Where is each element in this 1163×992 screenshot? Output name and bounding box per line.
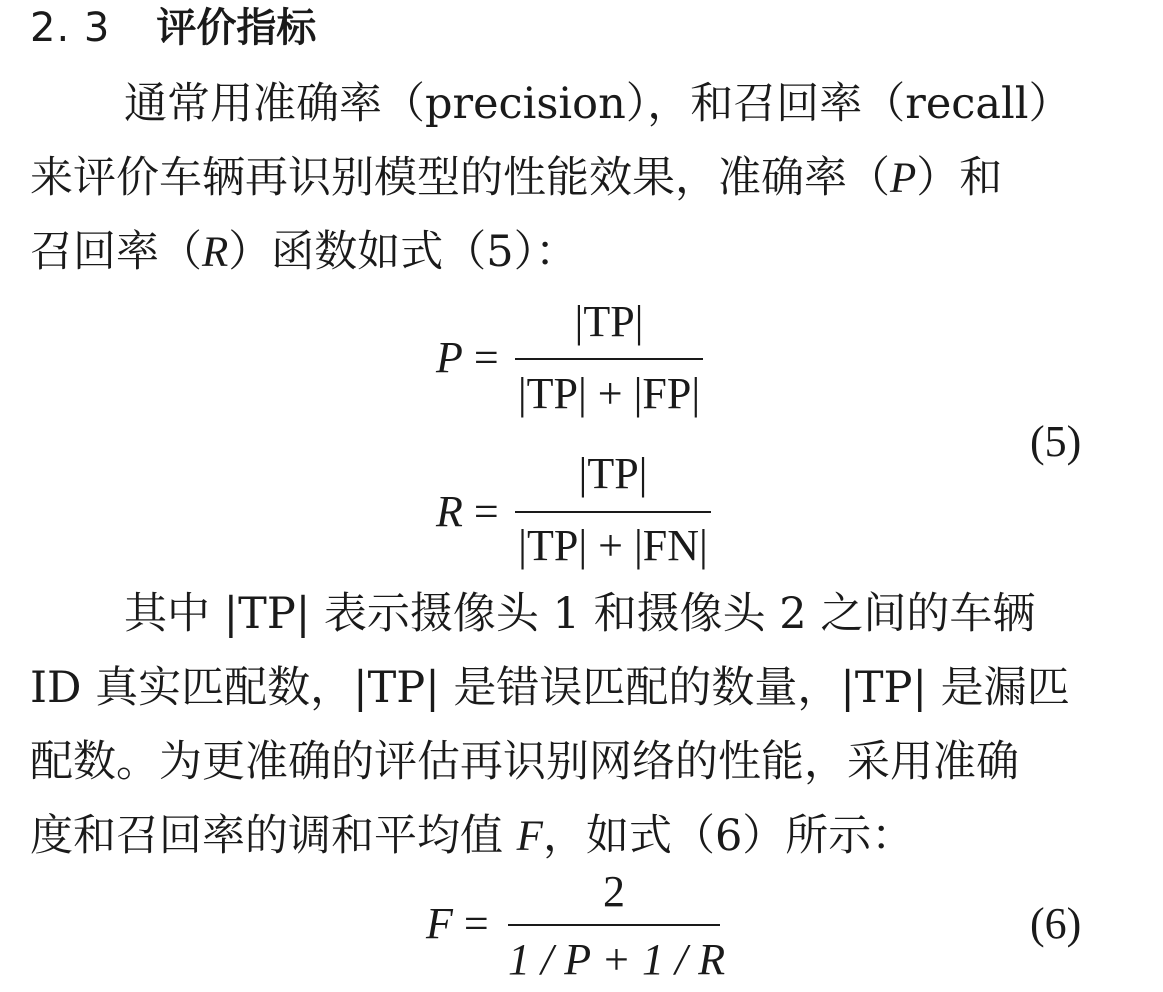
paragraph-2-line-1: 其中 |TP| 表示摄像头 1 和摄像头 2 之间的车辆 <box>124 589 1036 639</box>
lhs-equals: = <box>462 333 499 382</box>
paragraph-2-line-2: ID 真实匹配数，|TP| 是错误匹配的数量，|TP| 是漏匹 <box>30 663 1070 713</box>
equation-numerator: |TP| <box>578 449 648 498</box>
text-segment: 召回率（ <box>30 227 202 277</box>
lhs-variable: P <box>436 333 463 382</box>
paragraph-1-line-3 <box>30 222 578 283</box>
section-heading <box>30 4 316 52</box>
paragraph-1-line-2 <box>30 148 1002 209</box>
lhs-variable: R <box>436 487 463 536</box>
text-segment: ，如式（6）所示： <box>542 811 915 861</box>
equation-numerator: |TP| <box>574 297 644 346</box>
equation-lhs <box>436 332 499 383</box>
text-segment: ）和 <box>916 153 1003 203</box>
lhs-equals: = <box>452 899 489 948</box>
equation-denominator: |TP| + |FP| <box>517 369 701 418</box>
section-number: 2. 3 <box>30 5 111 51</box>
variable-f: F <box>516 813 543 860</box>
variable-p: P <box>890 155 917 202</box>
fraction-bar <box>515 511 711 513</box>
paragraph-2-line-4 <box>30 806 914 867</box>
equation-numerator: 2 <box>603 867 625 916</box>
text-segment: 来评价车辆再识别模型的性能效果，准确率（ <box>30 153 890 203</box>
fraction-bar <box>508 924 720 926</box>
equation-lhs <box>436 486 499 537</box>
variable-r: R <box>202 229 229 276</box>
paragraph-1-line-1: 通常用准确率（precision），和召回率（recall） <box>124 79 1072 129</box>
section-title: 评价指标 <box>156 5 317 51</box>
equation-lhs <box>426 898 489 949</box>
fraction-bar <box>515 358 703 360</box>
equation-denominator: 1 / P + 1 / R <box>508 935 726 984</box>
lhs-equals: = <box>462 487 499 536</box>
equation-denominator: |TP| + |FN| <box>518 521 708 570</box>
equation-number-6: (6) <box>1030 899 1082 948</box>
text-segment: ）函数如式（5）： <box>228 227 579 277</box>
lhs-variable: F <box>426 899 453 948</box>
paragraph-2-line-3: 配数。为更准确的评估再识别网络的性能，采用准确 <box>30 737 1019 787</box>
text-segment: 度和召回率的调和平均值 <box>30 811 517 861</box>
equation-number-5: (5) <box>1030 417 1082 466</box>
